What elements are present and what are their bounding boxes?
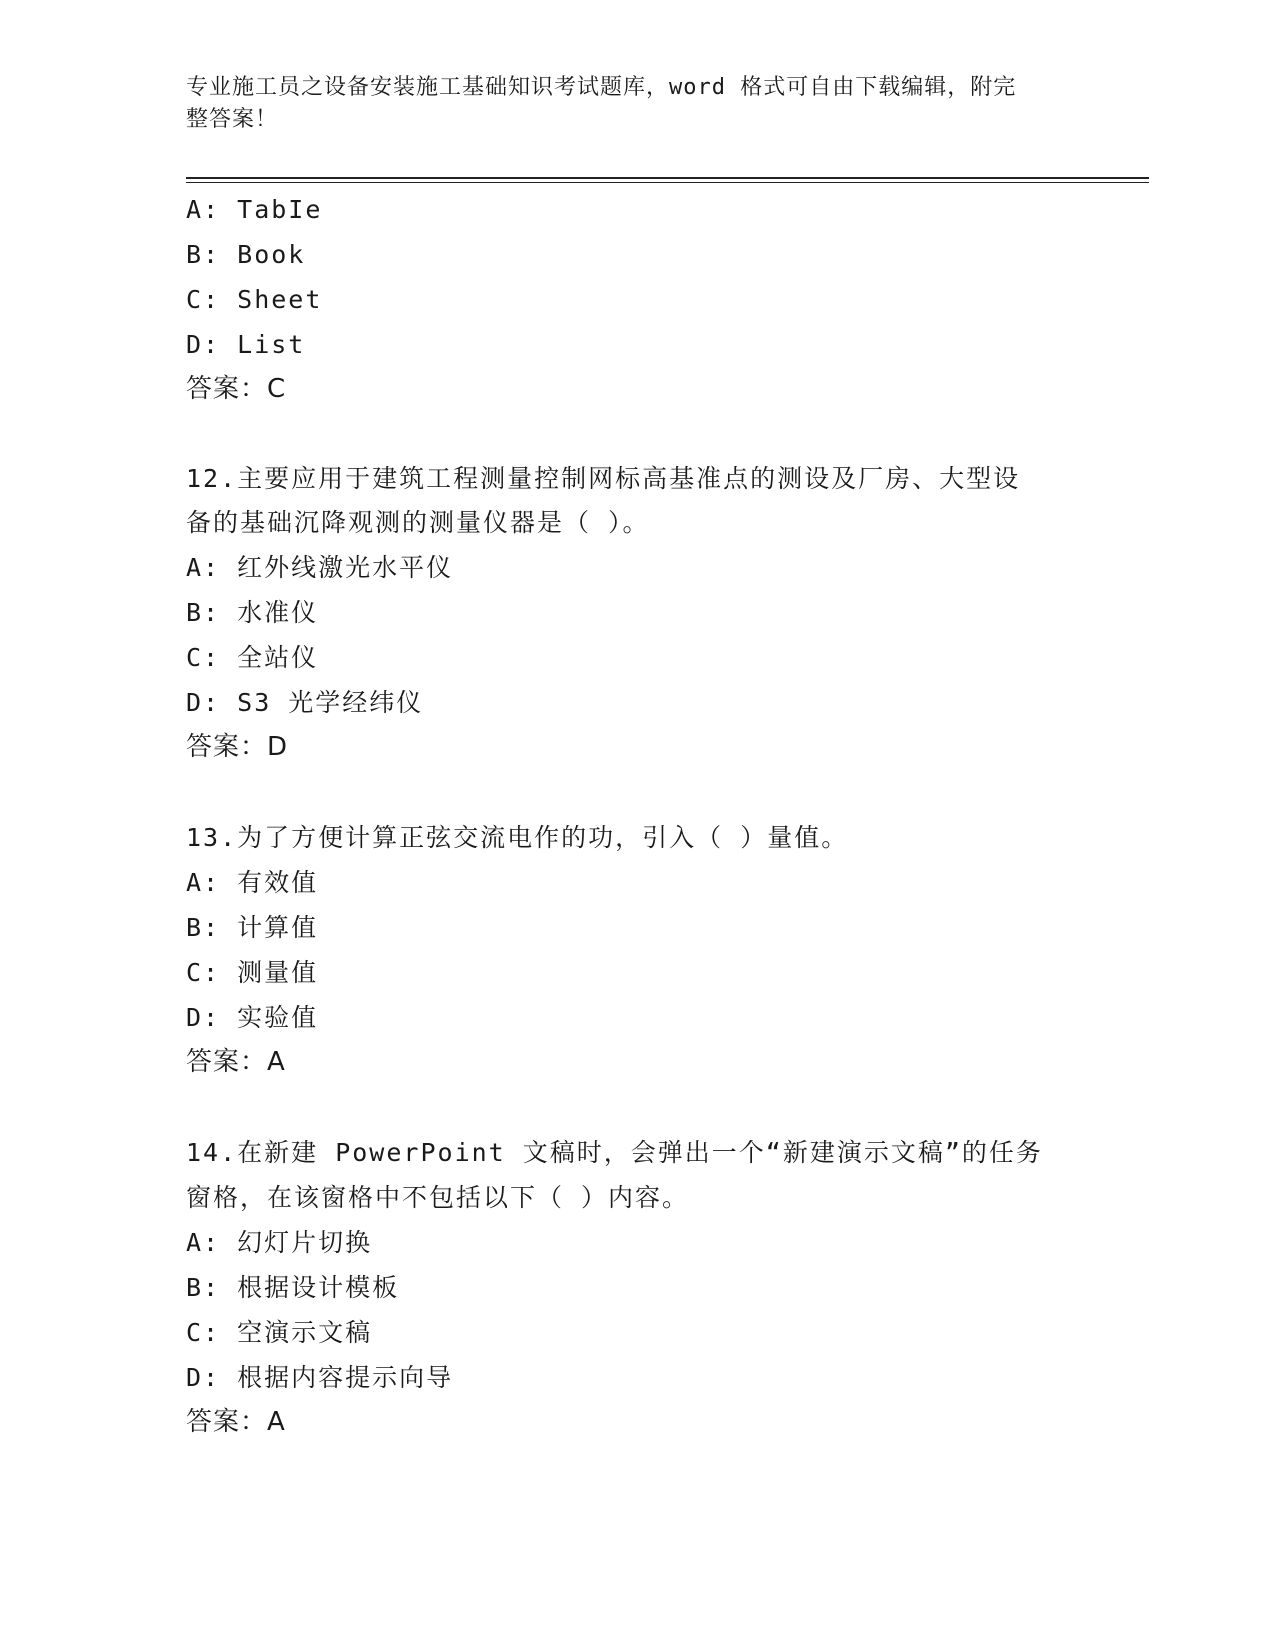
- q14-text-line-1: 14.在新建 PowerPoint 文稿时，会弹出一个“新建演示文稿”的任务: [186, 1138, 1043, 1167]
- header-divider-thin: [186, 182, 1149, 183]
- q13-text-line-1: 13.为了方便计算正弦交流电作的功，引入（ ）量值。: [186, 823, 849, 852]
- q14-answer: 答案：A: [186, 1407, 286, 1437]
- q13-option-d: D: 实验值: [186, 1003, 319, 1032]
- prev-answer: 答案：C: [186, 374, 287, 404]
- q13-option-b: B: 计算值: [186, 913, 319, 942]
- q14-option-d: D: 根据内容提示向导: [186, 1363, 454, 1392]
- q12-text-line-1: 12.主要应用于建筑工程测量控制网标高基准点的测设及厂房、大型设: [186, 464, 1021, 493]
- q12-option-d: D: S3 光学经纬仪: [186, 688, 424, 717]
- q14-text-line-2: 窗格，在该窗格中不包括以下（ ）内容。: [186, 1183, 690, 1212]
- document-header: [186, 72, 1066, 136]
- header-divider: [186, 177, 1149, 179]
- prev-option-a: A: TabIe: [186, 195, 323, 224]
- prev-option-c: C: Sheet: [186, 285, 323, 314]
- q12-answer: 答案：D: [186, 732, 289, 762]
- header-line-1: 专业施工员之设备安装施工基础知识考试题库，word 格式可自由下载编辑，附完: [186, 75, 1017, 100]
- q14-option-b: B: 根据设计模板: [186, 1273, 400, 1302]
- q13-answer: 答案：A: [186, 1047, 286, 1077]
- q14-option-a: A: 幻灯片切换: [186, 1228, 373, 1257]
- q12-option-c: C: 全站仪: [186, 643, 319, 672]
- q13-option-c: C: 测量值: [186, 958, 319, 987]
- prev-option-b: B: Book: [186, 240, 306, 269]
- header-line-2: 整答案！: [186, 107, 279, 132]
- q14-option-c: C: 空演示文稿: [186, 1318, 373, 1347]
- prev-option-d: D: List: [186, 330, 306, 359]
- q13-option-a: A: 有效值: [186, 868, 319, 897]
- q12-option-a: A: 红外线激光水平仪: [186, 553, 454, 582]
- q12-option-b: B: 水准仪: [186, 598, 319, 627]
- q12-text-line-2: 备的基础沉降观测的测量仪器是（ ）。: [186, 508, 650, 537]
